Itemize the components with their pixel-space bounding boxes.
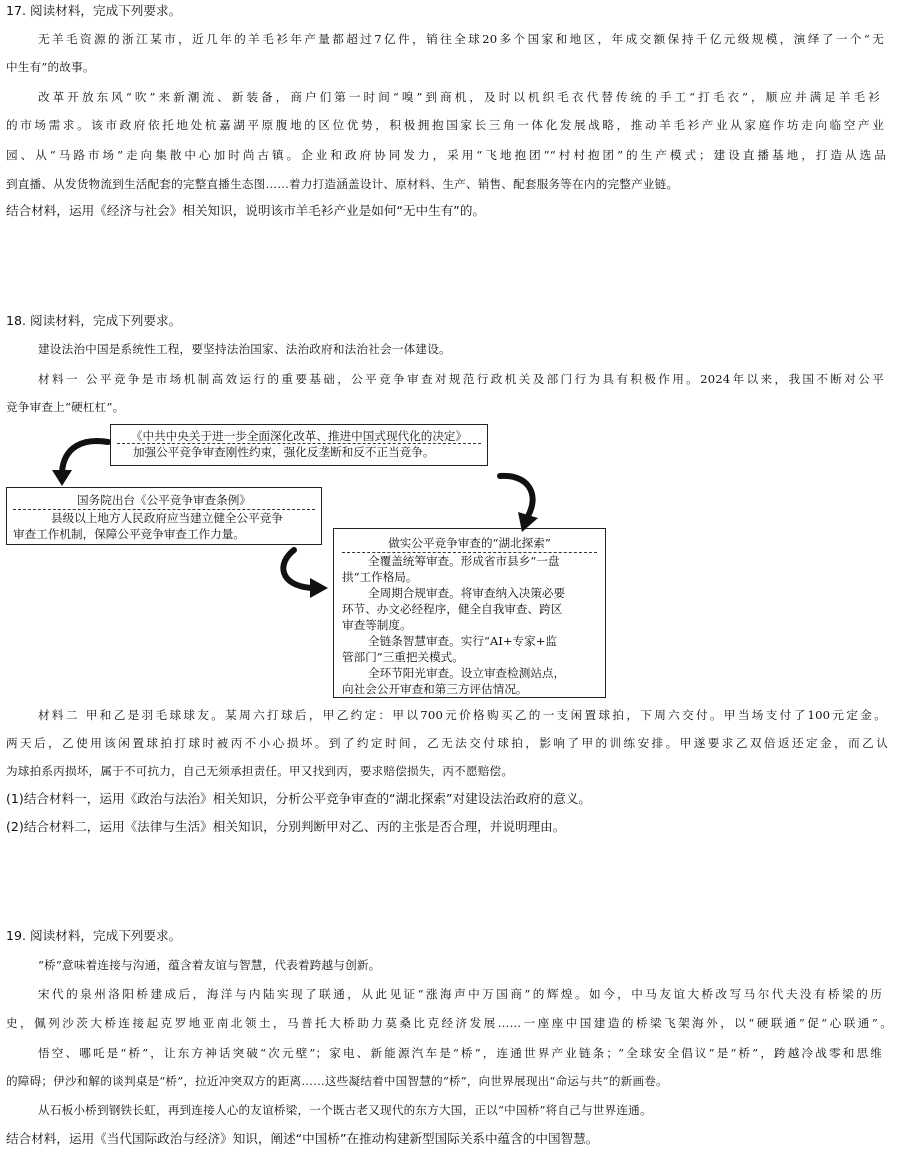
q19-para3-line1: 悟空、哪吒是“桥”，让东方神话突破“次元壁”；家电、新能源汽车是“桥”，连通世界产业链条；“全球安全倡议”是“桥”，跨越冷战零和思维 bbox=[38, 1046, 882, 1060]
box1-body: 加强公平竞争审查刚性约束，强化反垄断和反不正当竞争。 bbox=[117, 443, 481, 460]
q17-para2-line3: 园、从“马路市场”走向集散中心加时尚古镇。企业和政府协同发力，采用“飞地抱团”“村村抱团”的生产模式；建设直播基地，打造从选品 bbox=[6, 148, 886, 162]
q18-intro: 建设法治中国是系统性工程，要坚持法治国家、法治政府和法治社会一体建设。 bbox=[38, 342, 451, 356]
q18-task1: (1)结合材料一，运用《政治与法治》相关知识，分析公平竞争审查的“湖北探索”对建设法治政府的意义。 bbox=[6, 791, 592, 806]
q17-task: 结合材料，运用《经济与社会》相关知识，说明该市羊毛衫产业是如何“无中生有”的。 bbox=[6, 203, 486, 218]
q19-para2-line1: 宋代的泉州洛阳桥建成后，海洋与内陆实现了联通，从此见证“涨海声中万国商”的辉煌。如今，中马友谊大桥改写马尔代夫没有桥梁的历 bbox=[38, 987, 882, 1001]
box3-line: 全链条智慧审查。实行“AI+专家+监 bbox=[368, 634, 558, 648]
diagram-box-state-council bbox=[6, 487, 322, 545]
box3-line: 全覆盖统筹审查。形成省市县乡“一盘 bbox=[368, 554, 560, 568]
box3-line: 审查等制度。 bbox=[342, 618, 412, 632]
q17-para2-line2: 的市场需求。该市政府依托地处杭嘉湖平原腹地的区位优势，积极拥抱国家长三角一体化发展战略，推动羊毛衫产业从家庭作坊走向临空产业 bbox=[6, 118, 884, 132]
q19-para1: “桥”意味着连接与沟通，蕴含着友谊与智慧，代表着跨越与创新。 bbox=[38, 958, 381, 972]
box3-line: 管部门”三重把关模式。 bbox=[342, 650, 464, 664]
q17-para2-line4: 到直播、从发货物流到生活配套的完整直播生态图……着力打造涵盖设计、原材料、生产、销售、配套服务等在内的完整产业链。 bbox=[6, 177, 679, 191]
q17-para1-line1: 无羊毛资源的浙江某市，近几年的羊毛衫年产量都超过7亿件，销往全球20多个国家和地区，年成交额保持千亿元级规模，演绎了一个“无 bbox=[38, 32, 884, 46]
box2-title: 国务院出台《公平竞争审查条例》 bbox=[13, 492, 315, 510]
box1-title: 《中共中央关于进一步全面深化改革、推进中国式现代化的决定》 bbox=[130, 429, 468, 443]
q18-material1-line2: 竞争审查上“硬杠杠”。 bbox=[6, 400, 125, 414]
q18-material2-line3: 为球拍系丙损坏，属于不可抗力，自己无须承担责任。甲又找到丙，要求赔偿损失，丙不愿赔偿。 bbox=[6, 764, 514, 778]
q18-task2: (2)结合材料二，运用《法律与生活》相关知识，分别判断甲对乙、丙的主张是否合理，并说明理由。 bbox=[6, 819, 566, 834]
diagram-box-hubei-exploration bbox=[333, 528, 606, 698]
box3-line: 向社会公开审查和第三方评估情况。 bbox=[342, 682, 528, 696]
box3-title: 做实公平竞争审查的“湖北探索” bbox=[342, 535, 597, 553]
q19-task: 结合材料，运用《当代国际政治与经济》知识，阐述“中国桥”在推动构建新型国际关系中蕴含的中国智慧。 bbox=[6, 1131, 599, 1146]
q19-para3-line2: 的障碍；伊沙和解的谈判桌是“桥”，拉近冲突双方的距离……这些凝结着中国智慧的“桥”，向世界展现出“命运与共”的新画卷。 bbox=[6, 1074, 668, 1088]
box3-line: 环节、办文必经程序，健全自我审查、跨区 bbox=[342, 602, 563, 616]
box2-body-line1: 县级以上地方人民政府应当建立健全公平竞争 bbox=[51, 511, 283, 525]
box2-body-line2: 审查工作机制，保障公平竞争审查工作力量。 bbox=[13, 527, 245, 541]
q18-material2-line1: 材料二 甲和乙是羽毛球球友。某周六打球后，甲乙约定：甲以700元价格购买乙的一支闲置球拍，下周六交付。甲当场支付了100元定金。 bbox=[38, 708, 886, 722]
q17-heading: 17. 阅读材料，完成下列要求。 bbox=[6, 3, 182, 18]
q19-heading: 19. 阅读材料，完成下列要求。 bbox=[6, 928, 182, 943]
q19-para2-line2: 史，佩列沙茨大桥连接起克罗地亚南北领土，马普托大桥助力莫桑比克经济发展……一座座中国建造的桥梁飞架海外，以“硬联通”促“心联通”。 bbox=[6, 1016, 892, 1030]
q18-material1-line1: 材料一 公平竞争是市场机制高效运行的重要基础，公平竞争审查对规范行政机关及部门行为具有积极作用。2024年以来，我国不断对公平 bbox=[38, 372, 884, 386]
box3-line: 拱”工作格局。 bbox=[342, 570, 418, 584]
q18-heading: 18. 阅读材料，完成下列要求。 bbox=[6, 313, 182, 328]
q18-material2-line2: 两天后，乙使用该闲置球拍打球时被丙不小心损坏。到了约定时间，乙无法交付球拍，影响了甲的训练安排。甲遂要求乙双倍返还定金，而乙认 bbox=[6, 736, 888, 750]
box3-line: 全环节阳光审查。设立审查检测站点， bbox=[368, 666, 566, 680]
q17-para1-line2: 中生有”的故事。 bbox=[6, 60, 95, 74]
curved-arrow-icon bbox=[492, 466, 552, 536]
curved-arrow-icon bbox=[272, 544, 336, 600]
diagram-box-central-decision bbox=[110, 424, 488, 466]
curved-arrow-icon bbox=[44, 432, 114, 492]
box3-line: 全周期合规审查。将审查纳入决策必要 bbox=[368, 586, 566, 600]
q17-para2-line1: 改革开放东风“吹”来新潮流、新装备，商户们第一时间“嗅”到商机，及时以机织毛衣代替传统的手工“打毛衣”，顺应并满足羊毛衫 bbox=[38, 90, 880, 104]
q19-para4: 从石板小桥到钢铁长虹，再到连接人心的友谊桥梁，一个既古老又现代的东方大国，正以“中国桥”将自己与世界连通。 bbox=[38, 1103, 652, 1117]
